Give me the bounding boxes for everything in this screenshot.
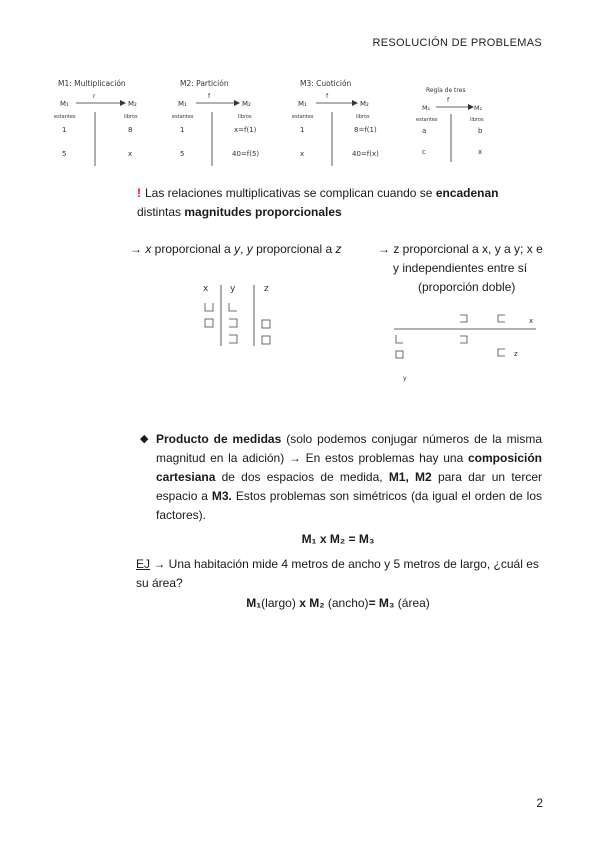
- cell-mark: [205, 319, 213, 327]
- note-text: Las relaciones multiplicativas se complican cuando se: [145, 186, 436, 200]
- scheme-multiplicacion: [54, 79, 138, 166]
- scheme-cell: b: [478, 127, 483, 135]
- scheme-left-sub: estantes: [172, 114, 194, 120]
- text: de dos espacios de medida,: [215, 470, 389, 484]
- arrow-head-icon: [234, 100, 240, 106]
- text-bold: M3.: [211, 489, 232, 503]
- right-arrow-icon: →: [130, 242, 142, 256]
- scheme-cell: x: [478, 148, 483, 156]
- scheme-right-sub: libros: [356, 114, 370, 120]
- text-bold: composición cartesiana: [156, 451, 542, 484]
- scheme-right-sub: libros: [238, 114, 252, 120]
- text: para dar un tercer espacio a: [156, 470, 542, 503]
- scheme-left-sub: estantes: [54, 114, 76, 120]
- scheme-left-head: M₁: [60, 100, 69, 108]
- warning-icon: !: [137, 186, 141, 200]
- case-text: proporcional a: [252, 242, 336, 256]
- scheme-cell: 40=f(5): [232, 150, 260, 158]
- text: Estos problemas son simétricos (da igual el orden de los factores).: [156, 489, 542, 522]
- cell-mark: [262, 336, 270, 344]
- scheme-right-sub: libros: [470, 117, 484, 123]
- scheme-cell: x: [300, 150, 305, 158]
- scheme-left-head: M₁: [178, 100, 187, 108]
- multiplicative-schemes: [50, 74, 550, 174]
- text-bold: M1, M2: [388, 470, 432, 484]
- text-bold: M₁: [246, 596, 262, 610]
- scheme-title: M2: Partición: [180, 79, 229, 88]
- page-number: 2: [536, 796, 543, 810]
- scheme-cell: 5: [62, 150, 67, 158]
- cell-mark: [229, 303, 237, 311]
- note-bold: encadenan: [435, 186, 499, 200]
- text: (largo): [261, 596, 300, 610]
- scheme-title: M3: Cuotición: [300, 79, 352, 88]
- text: (solo podemos conjugar números de la misma magnitud en la adición) → En estos problemas hay una: [156, 432, 542, 465]
- cell-mark: [205, 303, 213, 311]
- cell-mark: [229, 319, 237, 327]
- scheme-arrow-label: r: [93, 93, 96, 100]
- scheme-arrow-label: f: [208, 93, 211, 100]
- scheme-cell: a: [422, 127, 427, 135]
- scheme-right-head: M₂: [128, 100, 137, 108]
- case-double: [378, 240, 548, 297]
- cell-mark: [396, 351, 403, 358]
- cell-mark: [498, 349, 505, 356]
- table-header: x: [203, 284, 209, 294]
- scheme-right-head: M₂: [474, 104, 483, 112]
- scheme-left-head: M₁: [422, 104, 431, 112]
- scheme-cell: 40=f(x): [352, 150, 379, 158]
- product-paragraph: [140, 430, 542, 525]
- scheme-cell: 1: [180, 126, 185, 134]
- scheme-arrow-label: f: [326, 93, 329, 100]
- example-label: EJ: [136, 557, 151, 571]
- example-text: → Una habitación mide 4 metros de ancho y 5 metros de largo, ¿cuál es su área?: [136, 557, 539, 590]
- note-bold: magnitudes proporcionales: [184, 205, 342, 219]
- variable: y: [246, 242, 253, 256]
- variable: x: [145, 242, 152, 256]
- scheme-particion: [172, 79, 259, 166]
- running-header: RESOLUCIÓN DE PROBLEMAS: [372, 37, 542, 49]
- cell-mark: [229, 335, 237, 343]
- case-chained: [130, 240, 380, 259]
- scheme-cell: 5: [180, 150, 185, 158]
- note-paragraph: [137, 184, 547, 222]
- col-label: x: [529, 317, 534, 325]
- scheme-title: M1: Multiplicación: [58, 79, 126, 88]
- row-label: y: [403, 375, 407, 382]
- text-bold: = M₃: [368, 596, 395, 610]
- chained-table: [195, 278, 285, 350]
- case-line: y independientes entre sí: [393, 261, 528, 275]
- arrow-head-icon: [120, 100, 126, 106]
- example-formula: [0, 594, 600, 613]
- scheme-cell: c: [422, 148, 426, 156]
- scheme-cell: 1: [62, 126, 67, 134]
- text-bold: x M₂: [299, 596, 325, 610]
- scheme-arrow-label: f: [447, 97, 450, 104]
- cell-mark: [460, 315, 467, 322]
- scheme-title: Regla de tres: [426, 87, 466, 94]
- scheme-left-sub: estantes: [292, 114, 314, 120]
- case-line: → z proporcional a x, y a y; x e: [378, 242, 543, 256]
- cell-mark: [396, 335, 403, 343]
- scheme-right-sub: libros: [124, 114, 138, 120]
- scheme-right-head: M₂: [242, 100, 251, 108]
- text: (ancho): [324, 596, 369, 610]
- cell-mark: [262, 320, 270, 328]
- case-line: (proporción doble): [418, 280, 516, 294]
- case-text: proporcional a: [151, 242, 235, 256]
- empty-cells: [205, 303, 270, 344]
- z-label: z: [514, 350, 518, 358]
- scheme-left-head: M₁: [298, 100, 307, 108]
- scheme-cell: 8: [128, 126, 133, 134]
- note-text: distintas: [137, 205, 185, 219]
- cell-mark: [498, 315, 505, 322]
- cell-mark: [460, 336, 467, 343]
- formula: M₁ x M₂ = M₃: [301, 532, 375, 546]
- table-header: y: [230, 284, 236, 294]
- variable: z: [335, 242, 342, 256]
- scheme-cell: x=f(1): [234, 126, 257, 134]
- bullet-diamond-icon: ◆: [140, 433, 149, 445]
- scheme-cell: x: [128, 150, 133, 158]
- text: (área): [394, 596, 430, 610]
- table-header: z: [264, 284, 269, 294]
- variable: y: [234, 242, 241, 256]
- scheme-regla-de-tres: [416, 87, 484, 162]
- scheme-right-head: M₂: [360, 100, 369, 108]
- case-text: ,: [240, 242, 247, 256]
- scheme-cell: 8=f(1): [354, 126, 377, 134]
- scheme-cell: 1: [300, 126, 305, 134]
- scheme-left-sub: estantes: [416, 117, 438, 123]
- arrow-head-icon: [352, 100, 358, 106]
- scheme-cuoticion: [292, 79, 379, 166]
- double-table: [390, 308, 550, 388]
- text-bold: Producto de medidas: [156, 432, 282, 446]
- example-paragraph: [136, 555, 546, 593]
